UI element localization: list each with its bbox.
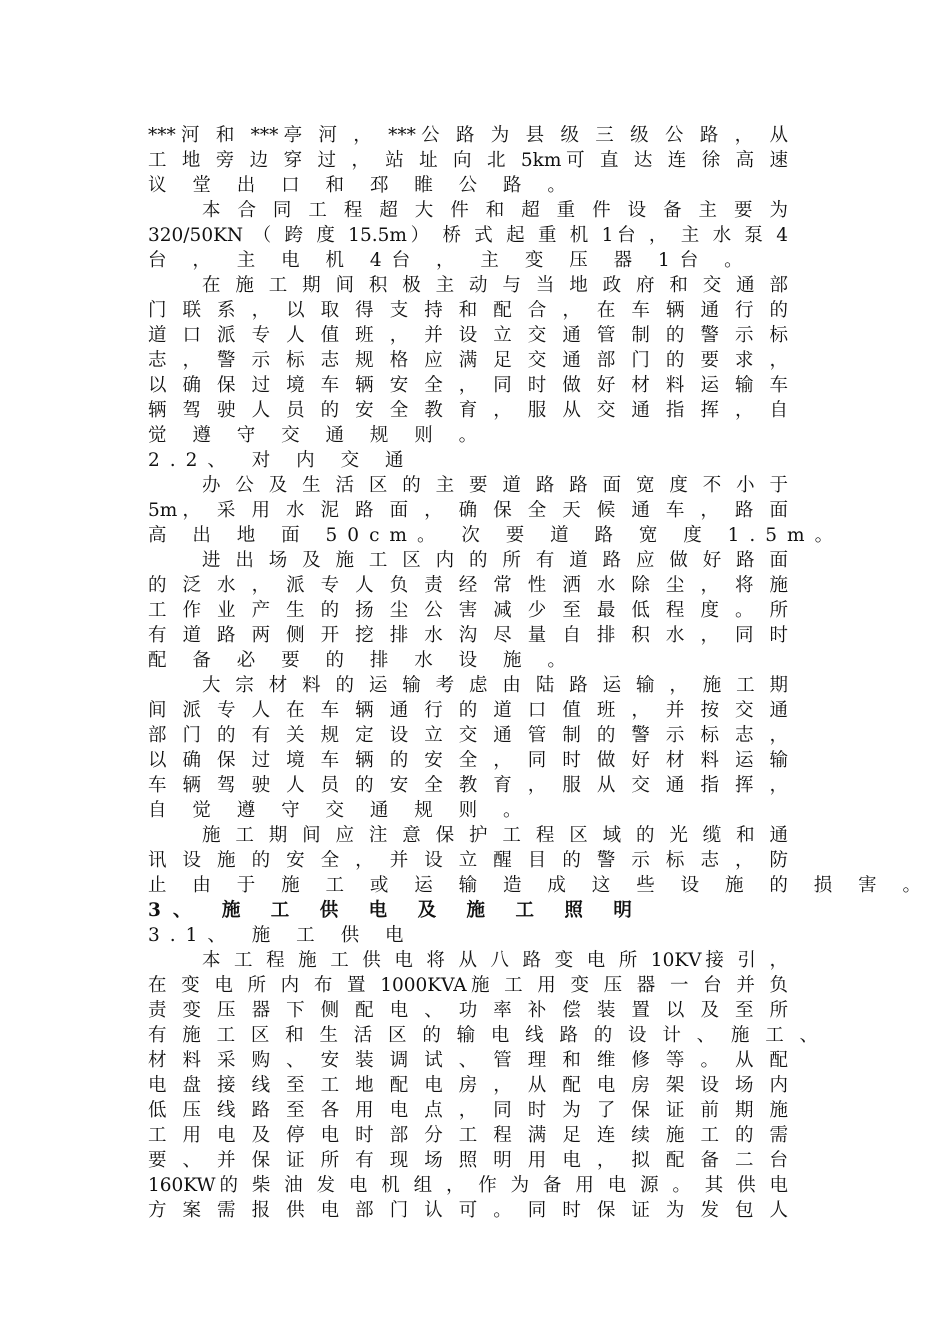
text-line: 部 门 的 有 关 规 定 设 立 交 通 管 制 的 警 示 标 志 ， <box>148 725 788 746</box>
paragraph-start-line: 施 工 期 间 应 注 意 保 护 工 程 区 域 的 光 缆 和 通 <box>202 825 788 846</box>
text-line: 责 变 压 器 下 侧 配 电 、 功 率 补 偿 装 置 以 及 至 所 <box>148 1000 788 1021</box>
text-line: 配 备 必 要 的 排 水 设 施 。 <box>148 650 576 671</box>
text-line: 志 ， 警 示 标 志 规 格 应 满 足 交 通 部 门 的 要 求 ， <box>148 350 788 371</box>
text-line: 低 压 线 路 至 各 用 电 点 ， 同 时 为 了 保 证 前 期 施 <box>148 1100 788 1121</box>
text-line: 方 案 需 报 供 电 部 门 认 可 。 同 时 保 证 为 发 包 人 <box>148 1200 788 1221</box>
text-line: 高 出 地 面 50cm。 次 要 道 路 宽 度 1.5m。 <box>148 525 844 546</box>
text-line: 间 派 专 人 在 车 辆 通 行 的 道 口 值 班 ， 并 按 交 通 <box>148 700 788 721</box>
text-line: 议 堂 出 口 和 邳 睢 公 路 。 <box>148 175 576 196</box>
text-line: 以 确 保 过 境 车 辆 安 全 ， 同 时 做 好 材 料 运 输 车 <box>148 375 788 396</box>
text-line: 要 、 并 保 证 所 有 现 场 照 明 用 电 ， 拟 配 备 二 台 <box>148 1150 788 1171</box>
text-line: 工 作 业 产 生 的 扬 尘 公 害 减 少 至 最 低 程 度 。 所 <box>148 600 788 621</box>
text-line: 自 觉 遵 守 交 通 规 则 。 <box>148 800 532 821</box>
paragraph-start-line: 办 公 及 生 活 区 的 主 要 道 路 路 面 宽 度 不 小 于 <box>202 475 788 496</box>
text-line: 160KW的 柴 油 发 电 机 组 ， 作 为 备 用 电 源 。 其 供 电 <box>148 1175 788 1196</box>
text-line: 有 施 工 区 和 生 活 区 的 输 电 线 路 的 设 计 、 施 工 、 <box>148 1025 818 1046</box>
paragraph-start-line: 进 出 场 及 施 工 区 内 的 所 有 道 路 应 做 好 路 面 <box>202 550 788 571</box>
paragraph-start-line: 本 合 同 工 程 超 大 件 和 超 重 件 设 备 主 要 为 <box>202 200 788 221</box>
text-line: 电 盘 接 线 至 工 地 配 电 房 ， 从 配 电 房 架 设 场 内 <box>148 1075 788 1096</box>
section-heading-3: 3、 施 工 供 电 及 施 工 照 明 <box>148 900 644 921</box>
text-line: 道 口 派 专 人 值 班 ， 并 设 立 交 通 管 制 的 警 示 标 <box>148 325 788 346</box>
paragraph-start-line: 在 施 工 期 间 积 极 主 动 与 当 地 政 府 和 交 通 部 <box>202 275 788 296</box>
text-line: 止 由 于 施 工 或 运 输 造 成 这 些 设 施 的 损 害 。 <box>148 875 931 896</box>
text-line: 工 用 电 及 停 电 时 部 分 工 程 满 足 连 续 施 工 的 需 <box>148 1125 788 1146</box>
text-line: 觉 遵 守 交 通 规 则 。 <box>148 425 488 446</box>
text-line: 320/50KN （ 跨 度 15.5m） 桥 式 起 重 机 1台 ， 主 水 泵 4 <box>148 225 788 246</box>
text-line: 讯 设 施 的 安 全 ， 并 设 立 醒 目 的 警 示 标 志 ， 防 <box>148 850 788 871</box>
text-line: 台 ， 主 电 机 4台 ， 主 变 压 器 1台 。 <box>148 250 753 271</box>
text-line: 材 料 采 购 、 安 装 调 试 、 管 理 和 维 修 等 。 从 配 <box>148 1050 788 1071</box>
text-line: 在 变 电 所 内 布 置 1000KVA施 工 用 变 压 器 一 台 并 负 <box>148 975 788 996</box>
text-line: 门 联 系 ， 以 取 得 支 持 和 配 合 ， 在 车 辆 通 行 的 <box>148 300 788 321</box>
text-line: 辆 驾 驶 人 员 的 安 全 教 育 ， 服 从 交 通 指 挥 ， 自 <box>148 400 788 421</box>
text-line: 5m， 采 用 水 泥 路 面 ， 确 保 全 天 候 通 车 ， 路 面 <box>148 500 788 521</box>
text-line: ***河 和 ***亭 河 ， ***公 路 为 县 级 三 级 公 路 ， 从 <box>148 125 788 146</box>
text-line: 以 确 保 过 境 车 辆 的 安 全 ， 同 时 做 好 材 料 运 输 <box>148 750 788 771</box>
section-heading-2-2: 2.2、 对 内 交 通 <box>148 450 414 471</box>
section-heading-3-1: 3.1、 施 工 供 电 <box>148 925 414 946</box>
paragraph-start-line: 大 宗 材 料 的 运 输 考 虑 由 陆 路 运 输 ， 施 工 期 <box>202 675 788 696</box>
paragraph-start-line: 本 工 程 施 工 供 电 将 从 八 路 变 电 所 10KV接 引 ， <box>202 950 788 971</box>
text-line: 车 辆 驾 驶 人 员 的 安 全 教 育 ， 服 从 交 通 指 挥 ， <box>148 775 788 796</box>
text-line: 工 地 旁 边 穿 过 ， 站 址 向 北 5km可 直 达 连 徐 高 速 <box>148 150 788 171</box>
text-line: 的 泛 水 ， 派 专 人 负 责 经 常 性 洒 水 除 尘 ， 将 施 <box>148 575 788 596</box>
text-line: 有 道 路 两 侧 开 挖 排 水 沟 尽 量 自 排 积 水 ， 同 时 <box>148 625 788 646</box>
